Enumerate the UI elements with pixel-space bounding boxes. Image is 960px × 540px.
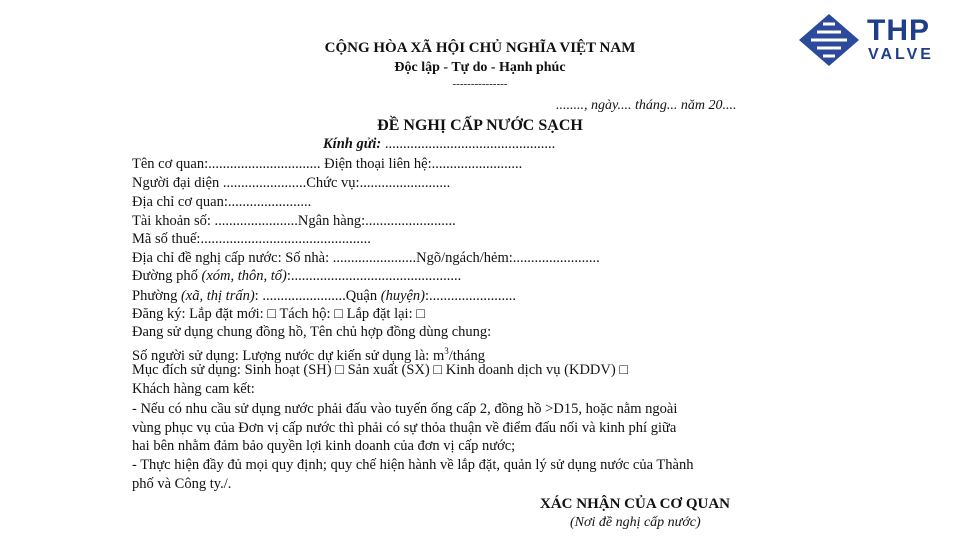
ward-hint: (xã, thị trấn) <box>180 288 255 304</box>
field-tax-code: Mã số thuế:............................................... <box>132 231 371 247</box>
field-agency-address: Địa chỉ cơ quan:....................... <box>132 194 312 210</box>
street-blank: :............................................... <box>286 268 462 284</box>
field-supply-address: Địa chỉ đề nghị cấp nước: Số nhà: .......................Ngõ/ngách/hẻm:........................ <box>132 250 600 266</box>
logo-brand-top: THP <box>867 14 930 47</box>
confirmation-note: (Nơi đề nghị cấp nước) <box>570 515 701 530</box>
field-registration: Đăng ký: Lắp đặt mới: □ Tách hộ: □ Lắp đặt lại: □ <box>132 306 425 322</box>
field-representative: Người đại diện .......................Chức vụ:......................... <box>132 175 451 191</box>
country-heading: CỘNG HÒA XÃ HỘI CHỦ NGHĨA VIỆT NAM <box>324 40 636 56</box>
cubic-superscript: 3 <box>444 346 449 356</box>
greeting-label: Kính gửi: <box>323 136 382 152</box>
users-volume-label: Số người sử dụng: Lượng nước dự kiến sử dụng là: m <box>132 347 445 364</box>
motto: Độc lập - Tự do - Hạnh phúc <box>394 60 566 75</box>
commitment-line-2: vùng phục vụ của Đơn vị cấp nước thì phải có sự thỏa thuận về điểm đấu nối và kinh phí giữa <box>132 420 677 436</box>
commitment-line-3: hai bên nhằm đảm bảo quyền lợi kinh doanh của đơn vị cấp nước; <box>132 438 516 454</box>
date-line: ........, ngày.... tháng... năm 20.... <box>556 98 737 113</box>
district-hint: (huyện) <box>380 288 426 304</box>
field-agency-name: Tên cơ quan:............................... Điện thoại liên hệ:......................... <box>132 156 523 172</box>
district-blank: :........................ <box>425 288 517 304</box>
field-usage-purpose: Mục đích sử dụng: Sinh hoạt (SH) □ Sản xuất (SX) □ Kinh doanh dịch vụ (KDDV) □ <box>132 362 629 378</box>
commitment-line-4: - Thực hiện đầy đủ mọi quy định; quy chế hiện hành về lắp đặt, quản lý sử dụng nước của Thành <box>132 457 694 473</box>
logo-brand-bottom: VALVE <box>868 46 934 63</box>
confirmation-heading: XÁC NHẬN CỦA CƠ QUAN <box>540 496 730 512</box>
street-label: Đường phố <box>132 268 202 284</box>
document-title: ĐỀ NGHỊ CẤP NƯỚC SẠCH <box>377 117 583 134</box>
commitment-line-1: - Nếu có nhu cầu sử dụng nước phải đấu vào tuyến ống cấp 2, đồng hồ >D15, hoặc nằm ngoài <box>132 401 678 417</box>
district-label: : .......................Quận <box>254 288 381 304</box>
field-street <box>132 267 461 285</box>
field-shared-meter: Đang sử dụng chung đồng hồ, Tên chủ hợp đồng dùng chung: <box>132 324 492 340</box>
greeting-line <box>323 136 555 153</box>
field-bank-account: Tài khoản số: .......................Ngân hàng:......................... <box>132 213 456 229</box>
header-divider: --------------- <box>452 78 508 90</box>
commitment-heading: Khách hàng cam kết: <box>132 381 255 397</box>
greeting-blank: ............................................... <box>381 136 556 152</box>
commitment-line-5: phố và Công ty./. <box>132 476 232 492</box>
field-ward-district <box>132 287 516 305</box>
ward-label: Phường <box>132 288 181 304</box>
street-hint: (xóm, thôn, tổ) <box>201 268 287 284</box>
per-month-label: /tháng <box>448 347 485 364</box>
